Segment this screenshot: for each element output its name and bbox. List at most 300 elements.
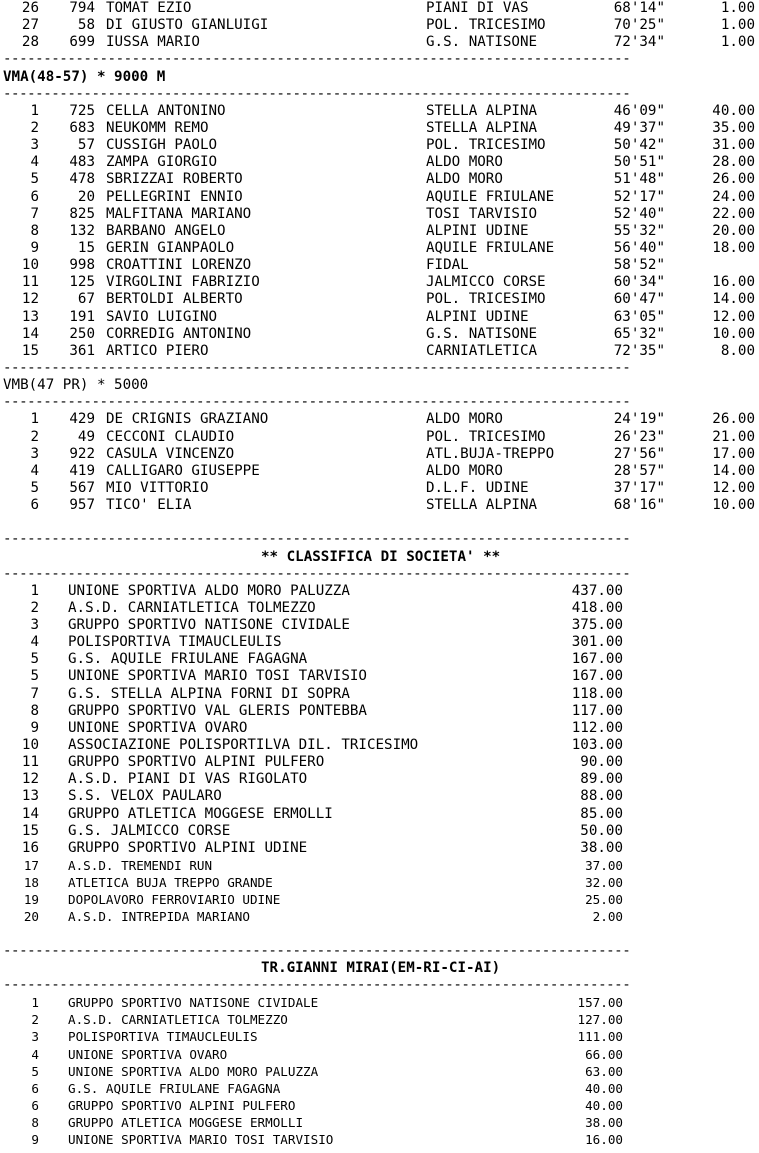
club-cell: ALPINI UDINE — [426, 308, 529, 325]
points-cell: 31.00 — [712, 137, 755, 154]
rank-cell: 6 — [30, 188, 39, 205]
bib-number-cell: 49 — [77, 428, 95, 445]
time-cell: 51'48" — [613, 171, 665, 188]
team-rank-cell: 8 — [31, 1115, 39, 1131]
club-cell: STELLA ALPINA — [426, 119, 538, 136]
team-points-cell: 25.00 — [585, 892, 623, 908]
team-points-cell: 418.00 — [571, 599, 623, 616]
club-cell: ATL.BUJA-TREPPO — [426, 445, 555, 462]
bib-number-cell: 998 — [69, 257, 95, 274]
bib-number-cell: 67 — [77, 291, 95, 308]
result-row — [3, 429, 759, 446]
bib-number-cell: 699 — [69, 34, 95, 51]
team-rank-cell: 17 — [23, 858, 39, 874]
team-rank-cell: 3 — [30, 617, 39, 634]
rank-cell: 2 — [30, 428, 39, 445]
team-name-cell: UNIONE SPORTIVA OVARO — [68, 1046, 228, 1062]
time-cell: 52'40" — [613, 205, 665, 222]
rank-cell: 12 — [21, 291, 39, 308]
team-row — [3, 720, 759, 737]
club-cell: D.L.F. UDINE — [426, 479, 529, 496]
athlete-name-cell: BERTOLDI ALBERTO — [106, 291, 243, 308]
team-points-cell: 66.00 — [585, 1046, 623, 1062]
team-row — [3, 703, 759, 720]
result-row — [3, 154, 759, 171]
club-cell: PIANI DI VAS — [426, 0, 529, 16]
team-rank-cell: 4 — [30, 634, 39, 651]
team-rank-cell: 13 — [21, 788, 39, 805]
team-row — [3, 651, 759, 668]
athlete-name-cell: DE CRIGNIS GRAZIANO — [106, 411, 269, 428]
team-name-cell: UNIONE SPORTIVA ALDO MORO PALUZZA — [68, 1063, 319, 1079]
club-cell: ALDO MORO — [426, 171, 503, 188]
team-row — [3, 874, 759, 891]
team-name-cell: G.S. AQUILE FRIULANE FAGAGNA — [68, 1080, 281, 1096]
points-cell: 22.00 — [712, 205, 755, 222]
team-points-cell: 63.00 — [585, 1063, 623, 1079]
team-row — [3, 788, 759, 805]
points-cell: 1.00 — [720, 34, 755, 51]
result-row — [3, 411, 759, 428]
result-row — [3, 274, 759, 291]
team-name-cell: A.S.D. PIANI DI VAS RIGOLATO — [68, 771, 308, 788]
top-results-section — [3, 0, 759, 51]
team-points-cell: 301.00 — [571, 634, 623, 651]
team-rank-cell: 19 — [23, 892, 39, 908]
separator: ------------------------------------------------------------------------------ — [3, 359, 631, 376]
team-name-cell: ASSOCIAZIONE POLISPORTILVA DIL. TRICESIMO — [68, 737, 419, 754]
team-rank-cell: 10 — [21, 737, 39, 754]
team-name-cell: GRUPPO SPORTIVO ALPINI PULFERO — [68, 1098, 296, 1113]
rank-cell: 3 — [30, 445, 39, 462]
separator: ------------------------------------------------------------------------------ — [3, 565, 631, 582]
club-cell: FIDAL — [426, 257, 469, 274]
club-cell: STELLA ALPINA — [426, 497, 538, 514]
team-name-cell: GRUPPO ATLETICA MOGGESE ERMOLLI — [68, 1115, 304, 1131]
time-cell: 70'25" — [613, 17, 665, 34]
time-cell: 28'57" — [613, 462, 665, 479]
rank-cell: 14 — [21, 325, 39, 342]
points-cell: 26.00 — [712, 171, 755, 188]
points-cell: 35.00 — [712, 119, 755, 136]
result-row — [3, 309, 759, 326]
bib-number-cell: 58 — [77, 17, 95, 34]
club-cell: ALDO MORO — [426, 154, 503, 171]
team-points-cell: 38.00 — [580, 839, 623, 856]
athlete-name-cell: SAVIO LUIGINO — [106, 308, 218, 325]
team-points-cell: 437.00 — [571, 582, 623, 599]
time-cell: 46'09" — [613, 102, 665, 119]
team-name-cell: UNIONE SPORTIVA OVARO — [68, 719, 248, 736]
team-points-cell: 111.00 — [577, 1029, 623, 1045]
team-name-cell: GRUPPO SPORTIVO ALPINI PULFERO — [68, 754, 325, 771]
points-cell: 8.00 — [720, 342, 755, 359]
bib-number-cell: 725 — [69, 102, 95, 119]
club-cell: ALDO MORO — [426, 411, 503, 428]
team-row — [3, 1131, 759, 1148]
points-cell: 16.00 — [712, 274, 755, 291]
bib-number-cell: 132 — [69, 222, 95, 239]
bib-number-cell: 483 — [69, 154, 95, 171]
rank-cell: 5 — [30, 479, 39, 496]
team-row — [3, 617, 759, 634]
team-points-cell: 2.00 — [592, 909, 623, 925]
result-row — [3, 103, 759, 120]
team-row — [3, 1080, 759, 1097]
team-points-cell: 89.00 — [580, 771, 623, 788]
rank-cell: 4 — [30, 154, 39, 171]
athlete-name-cell: MALFITANA MARIANO — [106, 205, 252, 222]
team-rank-cell: 2 — [31, 1012, 39, 1028]
bib-number-cell: 361 — [69, 342, 95, 359]
team-rank-cell: 8 — [30, 702, 39, 719]
rank-cell: 4 — [30, 462, 39, 479]
rank-cell: 2 — [30, 119, 39, 136]
time-cell: 24'19" — [613, 411, 665, 428]
points-cell: 21.00 — [712, 428, 755, 445]
mirai-title-text: TR.GIANNI MIRAI(EM-RI-CI-AI) — [261, 959, 501, 976]
time-cell: 50'42" — [613, 137, 665, 154]
time-cell: 26'23" — [613, 428, 665, 445]
team-row — [3, 771, 759, 788]
team-rank-cell: 11 — [21, 754, 39, 771]
rank-cell: 1 — [30, 411, 39, 428]
rank-cell: 8 — [30, 222, 39, 239]
team-row — [3, 994, 759, 1011]
athlete-name-cell: PELLEGRINI ENNIO — [106, 188, 243, 205]
athlete-name-cell: TICO' ELIA — [106, 497, 192, 514]
club-cell: ALPINI UDINE — [426, 222, 529, 239]
time-cell: 49'37" — [613, 119, 665, 136]
rank-cell: 15 — [21, 342, 39, 359]
team-points-cell: 85.00 — [580, 805, 623, 822]
result-row — [3, 446, 759, 463]
result-row — [3, 171, 759, 188]
team-row — [3, 600, 759, 617]
athlete-name-cell: CROATTINI LORENZO — [106, 257, 252, 274]
team-points-cell: 40.00 — [585, 1098, 623, 1113]
time-cell: 55'32" — [613, 222, 665, 239]
result-row — [3, 17, 759, 34]
team-name-cell: ATLETICA BUJA TREPPO GRANDE — [68, 875, 273, 891]
time-cell: 68'16" — [613, 497, 665, 514]
team-points-cell: 103.00 — [571, 737, 623, 754]
athlete-name-cell: DI GIUSTO GIANLUIGI — [106, 17, 269, 34]
team-row — [3, 668, 759, 685]
separator: ------------------------------------------------------------------------------ — [3, 942, 631, 959]
points-cell: 10.00 — [712, 497, 755, 514]
athlete-name-cell: CUSSIGH PAOLO — [106, 137, 218, 154]
result-row — [3, 189, 759, 206]
team-row — [3, 806, 759, 823]
points-cell: 14.00 — [712, 462, 755, 479]
team-points-cell: 167.00 — [571, 651, 623, 668]
team-row — [3, 1011, 759, 1028]
athlete-name-cell: MIO VITTORIO — [106, 479, 209, 496]
team-rank-cell: 14 — [21, 805, 39, 822]
team-row — [3, 1046, 759, 1063]
results-document — [3, 0, 759, 1148]
rank-cell: 13 — [21, 308, 39, 325]
athlete-name-cell: CECCONI CLAUDIO — [106, 428, 235, 445]
athlete-name-cell: GERIN GIANPAOLO — [106, 239, 235, 256]
time-cell: 52'17" — [613, 188, 665, 205]
bib-number-cell: 567 — [69, 479, 95, 496]
team-name-cell: GRUPPO SPORTIVO NATISONE CIVIDALE — [68, 617, 350, 634]
bib-number-cell: 125 — [69, 274, 95, 291]
team-row — [3, 1028, 759, 1045]
team-row — [3, 1097, 759, 1114]
club-cell: CARNIATLETICA — [426, 342, 538, 359]
bib-number-cell: 419 — [69, 462, 95, 479]
team-row — [3, 686, 759, 703]
time-cell: 50'51" — [613, 154, 665, 171]
points-cell: 12.00 — [712, 308, 755, 325]
points-cell: 14.00 — [712, 291, 755, 308]
team-points-cell: 118.00 — [571, 685, 623, 702]
time-cell: 72'34" — [613, 34, 665, 51]
team-points-cell: 38.00 — [585, 1115, 623, 1131]
points-cell: 10.00 — [712, 325, 755, 342]
team-points-cell: 32.00 — [585, 875, 623, 891]
points-cell: 20.00 — [712, 222, 755, 239]
societa-title-text: ** CLASSIFICA DI SOCIETA' ** — [261, 548, 501, 565]
time-cell: 56'40" — [613, 239, 665, 256]
bib-number-cell: 922 — [69, 445, 95, 462]
team-rank-cell: 5 — [30, 651, 39, 668]
team-name-cell: GRUPPO SPORTIVO ALPINI UDINE — [68, 839, 308, 856]
team-name-cell: UNIONE SPORTIVA ALDO MORO PALUZZA — [68, 582, 350, 599]
time-cell: 60'47" — [613, 291, 665, 308]
team-name-cell: A.S.D. CARNIATLETICA TOLMEZZO — [68, 599, 316, 616]
team-points-cell: 16.00 — [585, 1132, 623, 1148]
blank-line — [3, 926, 759, 943]
time-cell: 65'32" — [613, 325, 665, 342]
time-cell: 27'56" — [613, 445, 665, 462]
club-cell: AQUILE FRIULANE — [426, 239, 555, 256]
result-row — [3, 0, 759, 17]
athlete-name-cell: VIRGOLINI FABRIZIO — [106, 274, 260, 291]
team-rank-cell: 9 — [30, 719, 39, 736]
rank-cell: 26 — [21, 0, 39, 16]
team-row — [3, 754, 759, 771]
team-rank-cell: 15 — [21, 822, 39, 839]
result-row — [3, 343, 759, 360]
bib-number-cell: 20 — [77, 188, 95, 205]
athlete-name-cell: BARBANO ANGELO — [106, 222, 226, 239]
bib-number-cell: 429 — [69, 411, 95, 428]
team-row — [3, 1114, 759, 1131]
rank-cell: 1 — [30, 102, 39, 119]
result-row — [3, 291, 759, 308]
rank-cell: 3 — [30, 137, 39, 154]
athlete-name-cell: NEUKOMM REMO — [106, 119, 209, 136]
rank-cell: 5 — [30, 171, 39, 188]
vma-results-section — [3, 103, 759, 360]
team-points-cell: 167.00 — [571, 668, 623, 685]
separator: ------------------------------------------------------------------------------ — [3, 977, 631, 994]
result-row — [3, 497, 759, 514]
team-points-cell: 37.00 — [585, 858, 623, 874]
athlete-name-cell: CELLA ANTONINO — [106, 102, 226, 119]
points-cell: 24.00 — [712, 188, 755, 205]
blank-line — [3, 514, 759, 531]
team-rank-cell: 5 — [30, 668, 39, 685]
team-rank-cell: 5 — [31, 1063, 39, 1079]
team-rank-cell: 4 — [31, 1046, 39, 1062]
team-name-cell: POLISPORTIVA TIMAUCLEULIS — [68, 634, 282, 651]
club-cell: ALDO MORO — [426, 462, 503, 479]
bib-number-cell: 57 — [77, 137, 95, 154]
team-row — [3, 891, 759, 908]
club-cell: JALMICCO CORSE — [426, 274, 546, 291]
time-cell: 58'52" — [613, 257, 665, 274]
time-cell: 68'14" — [613, 0, 665, 16]
bib-number-cell: 15 — [77, 239, 95, 256]
rank-cell: 28 — [21, 34, 39, 51]
team-points-cell: 157.00 — [577, 995, 623, 1011]
rank-cell: 9 — [30, 239, 39, 256]
athlete-name-cell: TOMAT EZIO — [106, 0, 192, 16]
result-row — [3, 34, 759, 51]
team-rank-cell: 18 — [23, 875, 39, 891]
result-row — [3, 120, 759, 137]
team-rank-cell: 9 — [31, 1132, 39, 1148]
team-row — [3, 857, 759, 874]
mirai-title — [3, 960, 759, 977]
vma-category-header: VMA(48-57) * 9000 M — [3, 68, 166, 85]
athlete-name-cell: ARTICO PIERO — [106, 342, 209, 359]
team-name-cell: S.S. VELOX PAULARO — [68, 788, 222, 805]
club-cell: G.S. NATISONE — [426, 34, 538, 51]
team-rank-cell: 1 — [30, 582, 39, 599]
club-cell: G.S. NATISONE — [426, 325, 538, 342]
result-row — [3, 480, 759, 497]
team-name-cell: GRUPPO ATLETICA MOGGESE ERMOLLI — [68, 805, 333, 822]
team-row — [3, 737, 759, 754]
team-rank-cell: 6 — [31, 1098, 39, 1113]
team-points-cell: 88.00 — [580, 788, 623, 805]
team-rank-cell: 16 — [21, 839, 39, 856]
bib-number-cell: 825 — [69, 205, 95, 222]
points-cell: 17.00 — [712, 445, 755, 462]
separator: ------------------------------------------------------------------------------ — [3, 394, 631, 411]
points-cell: 1.00 — [720, 17, 755, 34]
club-cell: STELLA ALPINA — [426, 102, 538, 119]
club-cell: POL. TRICESIMO — [426, 17, 546, 34]
points-cell: 1.00 — [720, 0, 755, 16]
team-points-cell: 127.00 — [577, 1012, 623, 1028]
team-name-cell: DOPOLAVORO FERROVIARIO UDINE — [68, 892, 281, 908]
bib-number-cell: 794 — [69, 0, 95, 16]
result-row — [3, 240, 759, 257]
team-name-cell: UNIONE SPORTIVA MARIO TOSI TARVISIO — [68, 668, 367, 685]
team-row — [3, 908, 759, 925]
team-row — [3, 1063, 759, 1080]
separator: ------------------------------------------------------------------------------ — [3, 531, 631, 548]
team-name-cell: UNIONE SPORTIVA MARIO TOSI TARVISIO — [68, 1132, 334, 1148]
team-row — [3, 583, 759, 600]
separator: ------------------------------------------------------------------------------ — [3, 85, 631, 102]
result-row — [3, 463, 759, 480]
team-name-cell: A.S.D. CARNIATLETICA TOLMEZZO — [68, 1012, 288, 1028]
team-name-cell: G.S. STELLA ALPINA FORNI DI SOPRA — [68, 685, 350, 702]
vmb-results-section — [3, 411, 759, 514]
result-row — [3, 206, 759, 223]
athlete-name-cell: SBRIZZAI ROBERTO — [106, 171, 243, 188]
bib-number-cell: 683 — [69, 119, 95, 136]
athlete-name-cell: CASULA VINCENZO — [106, 445, 235, 462]
team-points-cell: 90.00 — [580, 754, 623, 771]
societa-ranking-section — [3, 583, 759, 926]
societa-title — [3, 549, 759, 566]
athlete-name-cell: ZAMPA GIORGIO — [106, 154, 218, 171]
team-points-cell: 112.00 — [571, 719, 623, 736]
points-cell: 28.00 — [712, 154, 755, 171]
bib-number-cell: 478 — [69, 171, 95, 188]
team-name-cell: A.S.D. TREMENDI RUN — [68, 858, 213, 874]
team-name-cell: POLISPORTIVA TIMAUCLEULIS — [68, 1029, 258, 1045]
team-points-cell: 50.00 — [580, 822, 623, 839]
club-cell: AQUILE FRIULANE — [426, 188, 555, 205]
team-rank-cell: 6 — [31, 1080, 39, 1096]
team-rank-cell: 12 — [21, 771, 39, 788]
team-points-cell: 117.00 — [571, 702, 623, 719]
vmb-category-header: VMB(47 PR) * 5000 — [3, 377, 149, 394]
result-row — [3, 326, 759, 343]
result-row — [3, 223, 759, 240]
time-cell: 63'05" — [613, 308, 665, 325]
points-cell: 12.00 — [712, 479, 755, 496]
club-cell: POL. TRICESIMO — [426, 291, 546, 308]
points-cell: 18.00 — [712, 239, 755, 256]
points-cell: 40.00 — [712, 102, 755, 119]
club-cell: TOSI TARVISIO — [426, 205, 538, 222]
team-rank-cell: 1 — [31, 995, 39, 1011]
bib-number-cell: 250 — [69, 325, 95, 342]
team-rank-cell: 7 — [30, 685, 39, 702]
team-row — [3, 823, 759, 840]
bib-number-cell: 957 — [69, 497, 95, 514]
points-cell: 26.00 — [712, 411, 755, 428]
team-name-cell: GRUPPO SPORTIVO NATISONE CIVIDALE — [68, 995, 319, 1011]
team-rank-cell: 20 — [23, 909, 39, 925]
team-name-cell: A.S.D. INTREPIDA MARIANO — [68, 909, 250, 925]
athlete-name-cell: CALLIGARO GIUSEPPE — [106, 462, 260, 479]
team-name-cell: GRUPPO SPORTIVO VAL GLERIS PONTEBBA — [68, 702, 367, 719]
result-row — [3, 257, 759, 274]
separator: ------------------------------------------------------------------------------ — [3, 51, 631, 68]
rank-cell: 6 — [30, 497, 39, 514]
time-cell: 37'17" — [613, 479, 665, 496]
mirai-ranking-section — [3, 994, 759, 1148]
athlete-name-cell: CORREDIG ANTONINO — [106, 325, 252, 342]
team-points-cell: 375.00 — [571, 617, 623, 634]
bib-number-cell: 191 — [69, 308, 95, 325]
rank-cell: 7 — [30, 205, 39, 222]
rank-cell: 27 — [21, 17, 39, 34]
time-cell: 60'34" — [613, 274, 665, 291]
athlete-name-cell: IUSSA MARIO — [106, 34, 200, 51]
team-rank-cell: 2 — [30, 599, 39, 616]
team-name-cell: G.S. AQUILE FRIULANE FAGAGNA — [68, 651, 308, 668]
team-name-cell: G.S. JALMICCO CORSE — [68, 822, 231, 839]
time-cell: 72'35" — [613, 342, 665, 359]
club-cell: POL. TRICESIMO — [426, 428, 546, 445]
team-row — [3, 634, 759, 651]
team-rank-cell: 3 — [31, 1029, 39, 1045]
rank-cell: 11 — [21, 274, 39, 291]
